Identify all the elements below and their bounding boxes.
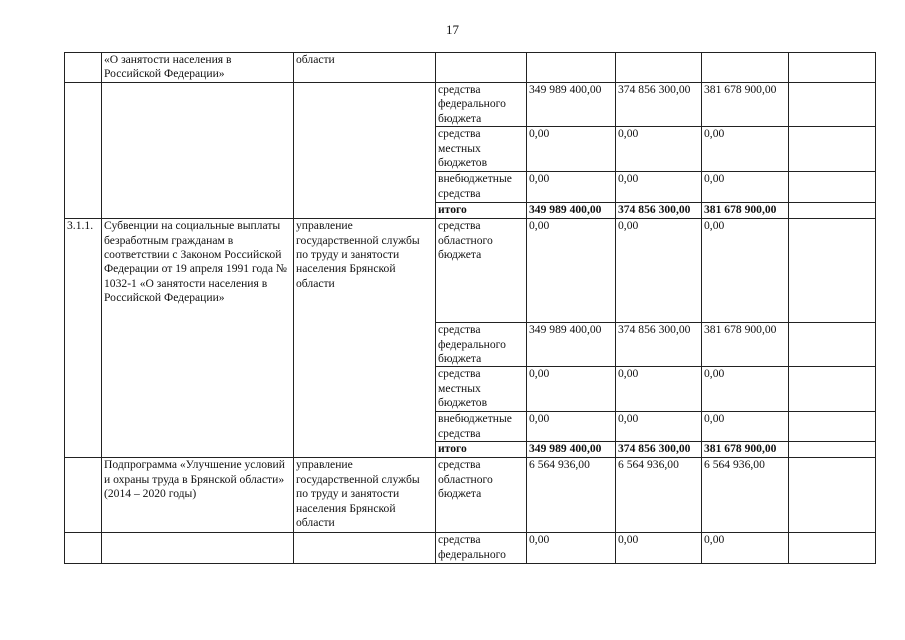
amount-cell [616, 53, 702, 83]
funding-source-cell: средства федерального бюджета [436, 83, 527, 127]
amount-cell: 0,00 [527, 127, 616, 172]
amount-cell: 0,00 [616, 533, 702, 564]
amount-cell: 0,00 [616, 219, 702, 323]
table-row [65, 219, 876, 323]
amount-cell [789, 533, 876, 564]
item-number-cell [65, 533, 102, 564]
funding-source-cell: средства местных бюджетов [436, 127, 527, 172]
amount-cell [789, 412, 876, 442]
page-number: 17 [446, 22, 459, 37]
amount-cell: 0,00 [616, 172, 702, 203]
amount-cell: 381 678 900,00 [702, 442, 789, 458]
executor-cell [294, 533, 436, 564]
amount-cell: 0,00 [527, 412, 616, 442]
amount-cell: 374 856 300,00 [616, 203, 702, 219]
funding-source-cell: средства федерального бюджета [436, 323, 527, 367]
item-number-cell: 3.1.1. [65, 219, 102, 458]
amount-cell [789, 127, 876, 172]
item-name-cell [102, 83, 294, 219]
funding-source-cell [436, 53, 527, 83]
amount-cell: 374 856 300,00 [616, 442, 702, 458]
table-row [65, 83, 876, 127]
amount-cell: 0,00 [527, 533, 616, 564]
table-row [65, 458, 876, 533]
amount-cell [789, 203, 876, 219]
amount-cell [789, 53, 876, 83]
funding-source-cell: внебюджетные средства [436, 172, 527, 203]
amount-cell: 374 856 300,00 [616, 83, 702, 127]
executor-cell: управление государственной службы по труду и занятости населения Брянской области [294, 219, 436, 458]
amount-cell [789, 442, 876, 458]
item-number-cell [65, 53, 102, 83]
executor-cell: области [294, 53, 436, 83]
amount-cell [789, 219, 876, 323]
amount-cell: 374 856 300,00 [616, 323, 702, 367]
amount-cell: 0,00 [616, 367, 702, 412]
amount-cell: 349 989 400,00 [527, 203, 616, 219]
budget-table [64, 52, 876, 564]
table-row [65, 533, 876, 564]
amount-cell: 381 678 900,00 [702, 323, 789, 367]
item-number-cell [65, 83, 102, 219]
amount-cell [789, 458, 876, 533]
amount-cell: 0,00 [527, 219, 616, 323]
item-name-cell: «О занятости населения в Российской Федерации» [102, 53, 294, 83]
amount-cell: 0,00 [616, 412, 702, 442]
item-number-cell [65, 458, 102, 533]
amount-cell [527, 53, 616, 83]
amount-cell: 0,00 [702, 219, 789, 323]
funding-source-cell: средства областного бюджета [436, 219, 527, 323]
executor-cell [294, 83, 436, 219]
amount-cell [789, 172, 876, 203]
executor-cell: управление государственной службы по труду и занятости населения Брянской области [294, 458, 436, 533]
amount-cell [789, 323, 876, 367]
item-name-cell: Подпрограмма «Улучшение условий и охраны труда в Брянской области» (2014 – 2020 годы) [102, 458, 294, 533]
amount-cell: 349 989 400,00 [527, 323, 616, 367]
table-row [65, 53, 876, 83]
funding-source-cell: итого [436, 203, 527, 219]
amount-cell: 6 564 936,00 [527, 458, 616, 533]
amount-cell: 349 989 400,00 [527, 442, 616, 458]
amount-cell: 0,00 [616, 127, 702, 172]
amount-cell: 6 564 936,00 [702, 458, 789, 533]
amount-cell: 0,00 [527, 172, 616, 203]
amount-cell: 381 678 900,00 [702, 203, 789, 219]
funding-source-cell: средства областного бюджета [436, 458, 527, 533]
item-name-cell [102, 533, 294, 564]
amount-cell: 0,00 [702, 533, 789, 564]
amount-cell: 6 564 936,00 [616, 458, 702, 533]
funding-source-cell: средства местных бюджетов [436, 367, 527, 412]
funding-source-cell: средства федерального [436, 533, 527, 564]
funding-source-cell: итого [436, 442, 527, 458]
amount-cell: 0,00 [702, 412, 789, 442]
amount-cell [702, 53, 789, 83]
amount-cell: 381 678 900,00 [702, 83, 789, 127]
amount-cell [789, 367, 876, 412]
funding-source-cell: внебюджетные средства [436, 412, 527, 442]
amount-cell: 0,00 [702, 172, 789, 203]
amount-cell: 0,00 [702, 367, 789, 412]
item-name-cell: Субвенции на социальные выплаты безработным гражданам в соответствии с Законом Российской Федерации от 19 апреля 1991 года № 1032-1 «О занятости населения в Российской Федерации» [102, 219, 294, 458]
amount-cell: 0,00 [527, 367, 616, 412]
amount-cell: 0,00 [702, 127, 789, 172]
amount-cell [789, 83, 876, 127]
amount-cell: 349 989 400,00 [527, 83, 616, 127]
